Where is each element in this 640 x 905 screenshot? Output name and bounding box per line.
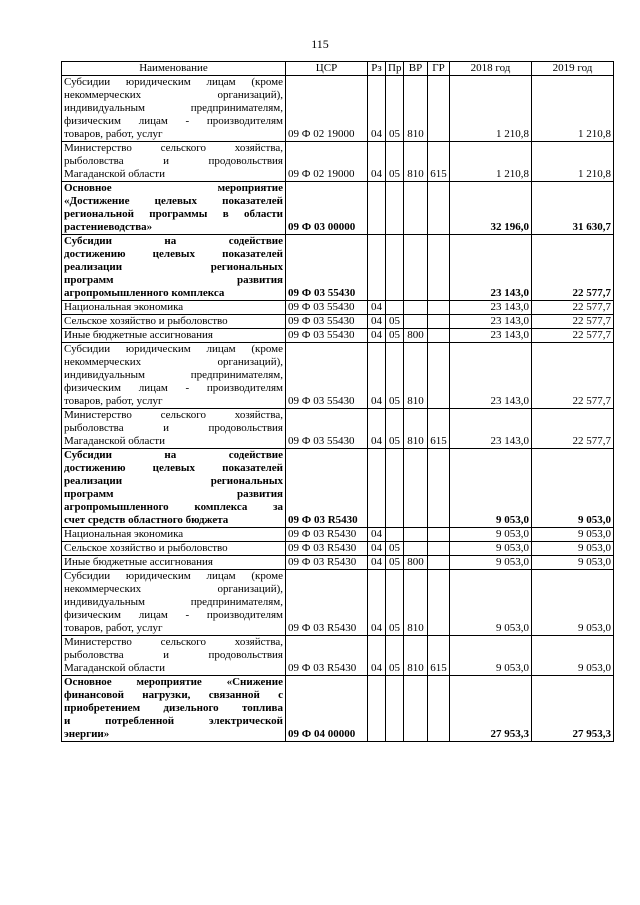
table-row <box>62 343 614 409</box>
table-row <box>62 636 614 676</box>
cell-name-line: реализации региональных <box>64 475 283 487</box>
cell-gr <box>428 182 450 235</box>
table-row <box>62 329 614 343</box>
cell-csr: 09 Ф 04 00000 <box>286 676 368 742</box>
cell-name <box>62 636 286 676</box>
cell-rz: 04 <box>368 315 386 329</box>
cell-rz: 04 <box>368 409 386 449</box>
cell-name-line: товаров, работ, услуг <box>64 622 163 634</box>
cell-rz: 04 <box>368 528 386 542</box>
cell-name <box>62 76 286 142</box>
cell-vr: 800 <box>404 329 428 343</box>
cell-rz: 04 <box>368 329 386 343</box>
cell-name-line: Субсидии юридическим лицам (кроме <box>64 343 283 355</box>
cell-2019: 9 053,0 <box>532 542 614 556</box>
cell-name-line: Магаданской области <box>64 168 165 180</box>
table-row <box>62 182 614 235</box>
cell-pr: 05 <box>386 343 404 409</box>
cell-vr <box>404 676 428 742</box>
cell-csr: 09 Ф 03 55430 <box>286 315 368 329</box>
table-row <box>62 449 614 528</box>
cell-name-line: Субсидии юридическим лицам (кроме <box>64 570 283 582</box>
cell-name <box>62 449 286 528</box>
cell-name-line: товаров, работ, услуг <box>64 395 163 407</box>
cell-2018: 23 143,0 <box>450 343 532 409</box>
cell-rz <box>368 182 386 235</box>
cell-gr <box>428 556 450 570</box>
cell-name-line: растениеводства» <box>64 221 153 233</box>
header-name: Наименование <box>62 62 286 76</box>
cell-name-line: достижению целевых показателей <box>64 462 283 474</box>
table-body <box>62 76 614 742</box>
cell-pr: 05 <box>386 409 404 449</box>
cell-pr: 05 <box>386 76 404 142</box>
header-gr: ГР <box>428 62 450 76</box>
cell-rz: 04 <box>368 542 386 556</box>
cell-gr: 615 <box>428 409 450 449</box>
cell-gr <box>428 676 450 742</box>
cell-csr: 09 Ф 02 19000 <box>286 142 368 182</box>
cell-name-line: Субсидии на содействие <box>64 235 283 247</box>
cell-csr: 09 Ф 03 R5430 <box>286 570 368 636</box>
cell-2018: 23 143,0 <box>450 315 532 329</box>
cell-rz <box>368 676 386 742</box>
cell-pr <box>386 235 404 301</box>
cell-gr: 615 <box>428 142 450 182</box>
cell-name-line: программ развития <box>64 488 283 500</box>
table-row <box>62 556 614 570</box>
cell-vr <box>404 542 428 556</box>
cell-2018: 23 143,0 <box>450 301 532 315</box>
table-row <box>62 315 614 329</box>
cell-pr: 05 <box>386 329 404 343</box>
cell-name <box>62 556 286 570</box>
cell-pr <box>386 528 404 542</box>
cell-2018: 1 210,8 <box>450 142 532 182</box>
cell-2018: 27 953,3 <box>450 676 532 742</box>
cell-name-line: достижению целевых показателей <box>64 248 283 260</box>
cell-gr <box>428 329 450 343</box>
cell-2019: 22 577,7 <box>532 329 614 343</box>
cell-gr <box>428 315 450 329</box>
cell-name-line: товаров, работ, услуг <box>64 128 163 140</box>
cell-vr: 810 <box>404 343 428 409</box>
cell-2019: 9 053,0 <box>532 556 614 570</box>
cell-rz: 04 <box>368 76 386 142</box>
cell-rz: 04 <box>368 570 386 636</box>
header-csr: ЦСР <box>286 62 368 76</box>
cell-2018: 23 143,0 <box>450 329 532 343</box>
cell-vr: 800 <box>404 556 428 570</box>
cell-2019: 22 577,7 <box>532 409 614 449</box>
cell-2019: 22 577,7 <box>532 315 614 329</box>
cell-name-line: некоммерческих организаций), <box>64 89 283 101</box>
cell-pr: 05 <box>386 142 404 182</box>
cell-name <box>62 528 286 542</box>
cell-name-line: Министерство сельского хозяйства, <box>64 636 283 648</box>
cell-name-line: региональной программы в области <box>64 208 283 220</box>
cell-2018: 1 210,8 <box>450 76 532 142</box>
cell-2018: 9 053,0 <box>450 449 532 528</box>
cell-name-line: индивидуальным предпринимателям, <box>64 596 283 608</box>
cell-2019: 9 053,0 <box>532 449 614 528</box>
cell-gr: 615 <box>428 636 450 676</box>
cell-2019: 31 630,7 <box>532 182 614 235</box>
cell-name-line: Национальная экономика <box>64 301 184 313</box>
cell-csr: 09 Ф 03 55430 <box>286 329 368 343</box>
cell-2018: 23 143,0 <box>450 409 532 449</box>
cell-name-line: Национальная экономика <box>64 528 184 540</box>
cell-pr: 05 <box>386 315 404 329</box>
cell-name-line: «Достижение целевых показателей <box>64 195 283 207</box>
cell-vr <box>404 182 428 235</box>
table-row <box>62 528 614 542</box>
cell-2019: 9 053,0 <box>532 636 614 676</box>
cell-name-line: Магаданской области <box>64 662 165 674</box>
table-row <box>62 235 614 301</box>
cell-2018: 32 196,0 <box>450 182 532 235</box>
cell-2019: 22 577,7 <box>532 301 614 315</box>
cell-csr: 09 Ф 03 R5430 <box>286 636 368 676</box>
cell-pr: 05 <box>386 570 404 636</box>
cell-gr <box>428 449 450 528</box>
cell-name-line: рыболовства и продовольствия <box>64 422 283 434</box>
cell-name <box>62 676 286 742</box>
cell-gr <box>428 301 450 315</box>
cell-name <box>62 182 286 235</box>
cell-name-line: Министерство сельского хозяйства, <box>64 142 283 154</box>
cell-gr <box>428 542 450 556</box>
cell-rz <box>368 235 386 301</box>
cell-2018: 9 053,0 <box>450 528 532 542</box>
cell-name <box>62 142 286 182</box>
cell-csr: 09 Ф 03 R5430 <box>286 542 368 556</box>
cell-rz: 04 <box>368 142 386 182</box>
cell-name-line: программ развития <box>64 274 283 286</box>
cell-name <box>62 315 286 329</box>
cell-2019: 27 953,3 <box>532 676 614 742</box>
cell-name-line: агропромышленного комплекса за <box>64 501 283 513</box>
cell-rz: 04 <box>368 556 386 570</box>
cell-name-line: рыболовства и продовольствия <box>64 155 283 167</box>
cell-name-line: агропромышленного комплекса <box>64 287 225 299</box>
cell-rz: 04 <box>368 343 386 409</box>
cell-rz <box>368 449 386 528</box>
cell-gr <box>428 528 450 542</box>
cell-name-line: физическим лицам - производителям <box>64 609 283 621</box>
cell-2018: 9 053,0 <box>450 570 532 636</box>
cell-csr: 09 Ф 03 R5430 <box>286 556 368 570</box>
table-row <box>62 409 614 449</box>
budget-table <box>61 61 614 742</box>
cell-csr: 09 Ф 03 55430 <box>286 343 368 409</box>
cell-name-line: Субсидии юридическим лицам (кроме <box>64 76 283 88</box>
table-row <box>62 142 614 182</box>
cell-name-line: Сельское хозяйство и рыболовство <box>64 315 228 327</box>
cell-name-line: Магаданской области <box>64 435 165 447</box>
cell-2018: 9 053,0 <box>450 636 532 676</box>
cell-name-line: физическим лицам - производителям <box>64 115 283 127</box>
header-2018: 2018 год <box>450 62 532 76</box>
cell-name-line: Основное мероприятие «Снижение <box>64 676 283 688</box>
page-number: 115 <box>311 37 329 51</box>
cell-gr <box>428 570 450 636</box>
cell-2019: 1 210,8 <box>532 142 614 182</box>
cell-vr: 810 <box>404 76 428 142</box>
cell-name <box>62 301 286 315</box>
cell-vr: 810 <box>404 409 428 449</box>
cell-name <box>62 409 286 449</box>
cell-name <box>62 235 286 301</box>
cell-name-line: рыболовства и продовольствия <box>64 649 283 661</box>
cell-name-line: Субсидии на содействие <box>64 449 283 461</box>
cell-rz: 04 <box>368 301 386 315</box>
cell-2018: 9 053,0 <box>450 542 532 556</box>
table-row <box>62 301 614 315</box>
table-row <box>62 542 614 556</box>
header-rz: Рз <box>368 62 386 76</box>
cell-gr <box>428 343 450 409</box>
table-row <box>62 676 614 742</box>
cell-name-line: и потребленной электрической <box>64 715 283 727</box>
cell-pr <box>386 449 404 528</box>
cell-name-line: некоммерческих организаций), <box>64 583 283 595</box>
cell-2019: 9 053,0 <box>532 570 614 636</box>
cell-vr: 810 <box>404 636 428 676</box>
cell-pr <box>386 182 404 235</box>
cell-2019: 9 053,0 <box>532 528 614 542</box>
cell-vr <box>404 449 428 528</box>
cell-name-line: Сельское хозяйство и рыболовство <box>64 542 228 554</box>
cell-vr <box>404 315 428 329</box>
header-2019: 2019 год <box>532 62 614 76</box>
cell-csr: 09 Ф 03 00000 <box>286 182 368 235</box>
cell-name-line: финансовой нагрузки, связанной с <box>64 689 283 701</box>
cell-2018: 9 053,0 <box>450 556 532 570</box>
cell-2019: 22 577,7 <box>532 235 614 301</box>
cell-name-line: реализации региональных <box>64 261 283 273</box>
cell-vr <box>404 235 428 301</box>
table-row <box>62 570 614 636</box>
cell-name-line: некоммерческих организаций), <box>64 356 283 368</box>
cell-name-line: индивидуальным предпринимателям, <box>64 369 283 381</box>
cell-name <box>62 570 286 636</box>
header-vr: ВР <box>404 62 428 76</box>
cell-pr: 05 <box>386 542 404 556</box>
cell-csr: 09 Ф 03 55430 <box>286 409 368 449</box>
cell-name-line: счет средств областного бюджета <box>64 514 229 526</box>
cell-name-line: Министерство сельского хозяйства, <box>64 409 283 421</box>
cell-csr: 09 Ф 03 R5430 <box>286 449 368 528</box>
cell-pr: 05 <box>386 556 404 570</box>
cell-pr <box>386 301 404 315</box>
cell-vr <box>404 301 428 315</box>
cell-2018: 23 143,0 <box>450 235 532 301</box>
cell-name <box>62 542 286 556</box>
cell-csr: 09 Ф 02 19000 <box>286 76 368 142</box>
cell-vr <box>404 528 428 542</box>
cell-name <box>62 343 286 409</box>
cell-name-line: Основное мероприятие <box>64 182 283 194</box>
cell-gr <box>428 235 450 301</box>
cell-csr: 09 Ф 03 55430 <box>286 301 368 315</box>
cell-2019: 1 210,8 <box>532 76 614 142</box>
cell-vr: 810 <box>404 142 428 182</box>
cell-name-line: Иные бюджетные ассигнования <box>64 556 213 568</box>
header-pr: Пр <box>386 62 404 76</box>
cell-name-line: физическим лицам - производителям <box>64 382 283 394</box>
cell-name-line: энергии» <box>64 728 110 740</box>
cell-name <box>62 329 286 343</box>
cell-name-line: приобретением дизельного топлива <box>64 702 283 714</box>
cell-vr: 810 <box>404 570 428 636</box>
cell-gr <box>428 76 450 142</box>
cell-pr: 05 <box>386 636 404 676</box>
cell-name-line: Иные бюджетные ассигнования <box>64 329 213 341</box>
table-header-row <box>62 62 614 76</box>
cell-pr <box>386 676 404 742</box>
cell-2019: 22 577,7 <box>532 343 614 409</box>
cell-name-line: индивидуальным предпринимателям, <box>64 102 283 114</box>
table-row <box>62 76 614 142</box>
cell-csr: 09 Ф 03 55430 <box>286 235 368 301</box>
cell-rz: 04 <box>368 636 386 676</box>
cell-csr: 09 Ф 03 R5430 <box>286 528 368 542</box>
